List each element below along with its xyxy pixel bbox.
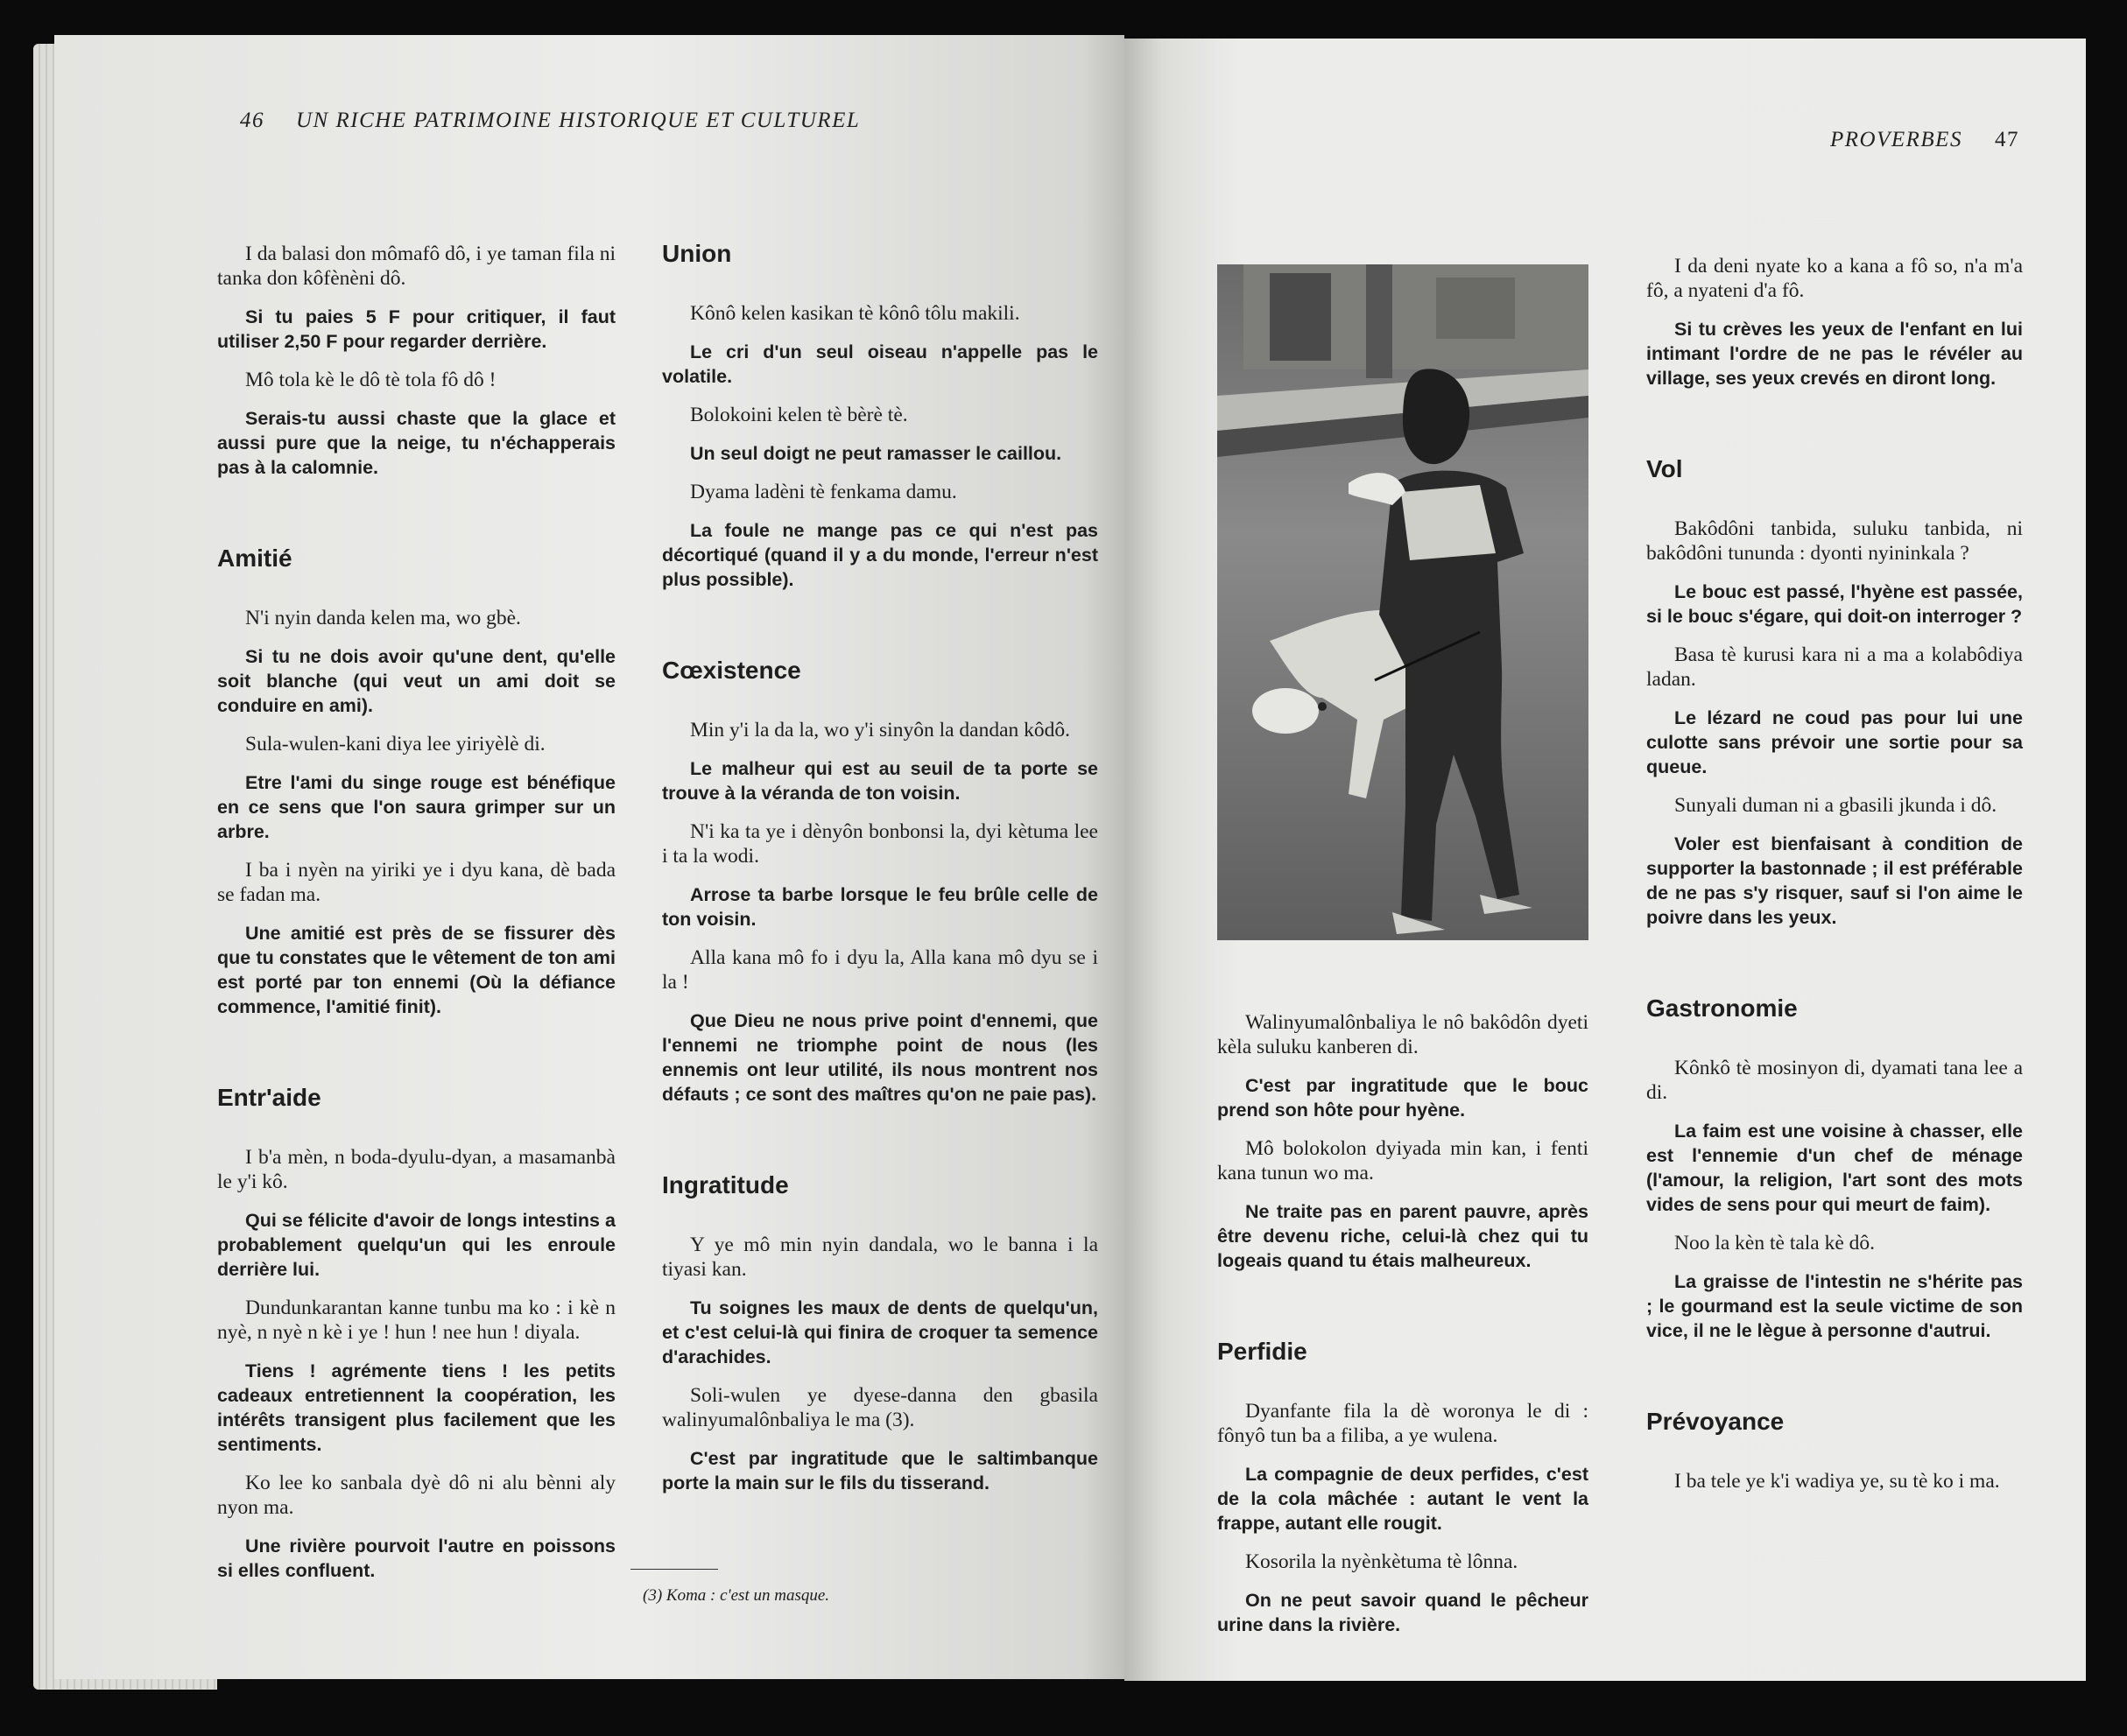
right-column-1 — [1217, 1010, 1588, 1651]
footnote: (3) Koma : c'est un masque. — [643, 1586, 830, 1605]
proverb-translation: Un seul doigt ne peut ramasser le caillou. — [690, 443, 1062, 464]
running-head-right: PROVERBES — [1830, 128, 1962, 151]
proverb-translation: Si tu paies 5 F pour critiquer, il faut utiliser 2,50 F pour regarder derrière. — [217, 306, 616, 352]
proverb-translation: Une amitié est près de se fissurer dès que tu constates que le vêtement de ton ami est porté par ton ennemi (Où la défiance commence, l'amitié finit). — [217, 923, 616, 1017]
proverb-translation: La graisse de l'intestin ne s'hérite pas ; le gourmand est la seule victime de son vice, il ne le lègue à personne d'autrui. — [1646, 1271, 2023, 1341]
proverb-text: Kônkô tè mosinyon di, dyamati tana lee a di. — [1646, 1057, 2023, 1104]
proverb-text: Bakôdôni tanbida, suluku tanbida, ni bakôdôni tununda : dyonti nyininkala ? — [1646, 517, 2023, 565]
footnote-rule — [630, 1569, 718, 1570]
proverb-text: I ba tele ye k'i wadiya ye, su tè ko i ma. — [1674, 1470, 2000, 1493]
proverb-text: Dundunkarantan kanne tunbu ma ko : i kè n nyè, n nyè n kè i ye ! hun ! nee hun ! diyala. — [217, 1297, 616, 1344]
proverb-translation: Ne traite pas en parent pauvre, après être devenu riche, celui-là chez qui tu logeais quand tu étais malheureux. — [1217, 1201, 1588, 1271]
proverb-text: Alla kana mô fo i dyu la, Alla kana mô dyu se i la ! — [662, 946, 1098, 994]
left-column-1 — [217, 242, 616, 1597]
proverb-translation: Le lézard ne coud pas pour lui une culotte sans prévoir une sortie pour sa queue. — [1646, 707, 2023, 777]
proverb-text: N'i nyin danda kelen ma, wo gbè. — [245, 607, 521, 629]
proverb-text: Dyanfante fila la dè woronya le di : fônyô tun ba a filiba, a ye wulena. — [1217, 1400, 1588, 1447]
section-title-union: Union — [662, 240, 732, 267]
proverb-translation: Le malheur qui est au seuil de ta porte se trouve à la véranda de ton voisin. — [662, 758, 1098, 804]
running-head-left: UN RICHE PATRIMOINE HISTORIQUE ET CULTUREL — [296, 109, 861, 132]
proverb-translation: C'est par ingratitude que le saltimbanque porte la main sur le fils du tisserand. — [662, 1448, 1098, 1494]
proverb-translation: Tu soignes les maux de dents de quelqu'un, et c'est celui-là qui finira de croquer ta semence d'arachides. — [662, 1297, 1098, 1367]
proverb-text: Ko lee ko sanbala dyè dô ni alu bènni aly nyon ma. — [217, 1472, 616, 1519]
boy-with-goat-photo — [1217, 264, 1588, 940]
proverb-text: Noo la kèn tè tala kè dô. — [1674, 1232, 1876, 1255]
proverb-text: Soli-wulen ye dyese-danna den gbasila walinyumalônbaliya le ma (3). — [662, 1384, 1098, 1431]
section-title-prevoyance: Prévoyance — [1646, 1408, 1785, 1435]
proverb-translation: Arrose ta barbe lorsque le feu brûle celle de ton voisin. — [662, 884, 1098, 930]
proverb-translation: On ne peut savoir quand le pêcheur urine dans la rivière. — [1217, 1590, 1588, 1635]
proverb-text: Kônô kelen kasikan tè kônô tôlu makili. — [690, 302, 1020, 325]
page-number-right: 47 — [1995, 128, 2019, 151]
proverb-translation: La foule ne mange pas ce qui n'est pas décortiqué (quand il y a du monde, l'erreur n'est plus possible). — [662, 520, 1098, 590]
proverb-translation: Le bouc est passé, l'hyène est passée, si le bouc s'égare, qui doit-on interroger ? — [1646, 581, 2023, 627]
proverb-text: Basa tè kurusi kara ni a ma a kolabôdiya ladan. — [1646, 643, 2023, 691]
proverb-translation: Qui se félicite d'avoir de longs intestins a probablement quelqu'un qui les enroule derrière lui. — [217, 1210, 616, 1280]
proverb-text: Sula-wulen-kani diya lee yiriyèlè di. — [245, 733, 546, 756]
proverb-text: I da balasi don mômafô dô, i ye taman fila ni tanka don kôfènèni dô. — [217, 242, 616, 290]
proverb-text: Bolokoini kelen tè bèrè tè. — [690, 404, 908, 426]
proverb-text: N'i ka ta ye i dènyôn bonbonsi la, dyi kètuma lee i ta la wodi. — [662, 820, 1098, 868]
proverb-text: Kosorila la nyènkètuma tè lônna. — [1245, 1550, 1518, 1573]
proverb-translation: Si tu crèves les yeux de l'enfant en lui intimant l'ordre de ne pas le révéler au village, ses yeux crevés en diront long. — [1646, 319, 2023, 389]
proverb-text: Y ye mô min nyin dandala, wo le banna i la tiyasi kan. — [662, 1233, 1098, 1281]
proverb-text: Mô bolokolon dyiyada min kan, i fenti kana tunun wo ma. — [1217, 1137, 1588, 1184]
left-page — [54, 35, 1124, 1679]
section-title-ingratitude: Ingratitude — [662, 1171, 789, 1198]
proverb-translation: La faim est une voisine à chasser, elle est l'ennemie d'un chef de ménage (l'amour, la religion, l'art sont des mots vides de sens pour qui meurt de faim). — [1646, 1121, 2023, 1215]
right-page — [1124, 39, 2086, 1681]
proverb-text: Walinyumalônbaliya le nô bakôdôn dyeti kèla suluku kanberen di. — [1217, 1011, 1588, 1058]
section-title-vol: Vol — [1646, 455, 1683, 482]
section-title-entraide: Entr'aide — [217, 1084, 321, 1111]
proverb-text: Dyama ladèni tè fenkama damu. — [690, 481, 957, 503]
section-title-perfidie: Perfidie — [1217, 1338, 1307, 1365]
proverb-text: Sunyali duman ni a gbasili jkunda i dô. — [1674, 794, 1997, 817]
proverb-translation: La compagnie de deux perfides, c'est de la cola mâchée : autant le vent la frappe, autant elle rougit. — [1217, 1464, 1588, 1534]
proverb-translation: Serais-tu aussi chaste que la glace et aussi pure que la neige, tu n'échapperais pas à la calomnie. — [217, 408, 616, 478]
proverb-text: I b'a mèn, n boda-dyulu-dyan, a masamanbà le y'i kô. — [217, 1146, 616, 1193]
page-number-left: 46 — [240, 109, 264, 132]
left-column-2 — [662, 242, 1098, 1509]
section-title-coexistence: Cœxistence — [662, 657, 801, 684]
proverb-text: Mô tola kè le dô tè tola fô dô ! — [245, 369, 497, 391]
section-title-gastronomie: Gastronomie — [1646, 995, 1798, 1022]
proverb-translation: Voler est bienfaisant à condition de supporter la bastonnade ; il est préférable de ne pas s'y risquer, sauf si l'on aime le poivre dans les yeux. — [1646, 833, 2023, 928]
proverb-translation: C'est par ingratitude que le bouc prend son hôte pour hyène. — [1217, 1075, 1588, 1121]
section-title-amitie: Amitié — [217, 545, 292, 572]
right-column-2 — [1646, 254, 2023, 1508]
proverb-text: I da deni nyate ko a kana a fô so, n'a m'a fô, a nyateni d'a fô. — [1646, 255, 2023, 302]
proverb-translation: Que Dieu ne nous prive point d'ennemi, que l'ennemi ne triomphe point de nous (les ennemis ont leur utilité, ils nous montrent nos défauts ; ce sont des maîtres qu'on ne paie pas). — [662, 1010, 1098, 1105]
proverb-translation: Une rivière pourvoit l'autre en poissons si elles confluent. — [217, 1536, 616, 1581]
proverb-text: Min y'i la da la, wo y'i sinyôn la dandan kôdô. — [690, 719, 1071, 741]
proverb-translation: Si tu ne dois avoir qu'une dent, qu'elle soit blanche (qui veut un ami doit se conduire en ami). — [217, 646, 616, 716]
proverb-translation: Etre l'ami du singe rouge est bénéfique en ce sens que l'on saura grimper sur un arbre. — [217, 772, 616, 842]
proverb-text: I ba i nyèn na yiriki ye i dyu kana, dè bada se fadan ma. — [217, 859, 616, 906]
photo-illustration — [1217, 264, 1588, 940]
proverb-translation: Tiens ! agrémente tiens ! les petits cadeaux entretiennent la coopération, les intérêts transigent plus facilement que les sentiments. — [217, 1360, 616, 1455]
proverb-translation: Le cri d'un seul oiseau n'appelle pas le volatile. — [662, 341, 1098, 387]
